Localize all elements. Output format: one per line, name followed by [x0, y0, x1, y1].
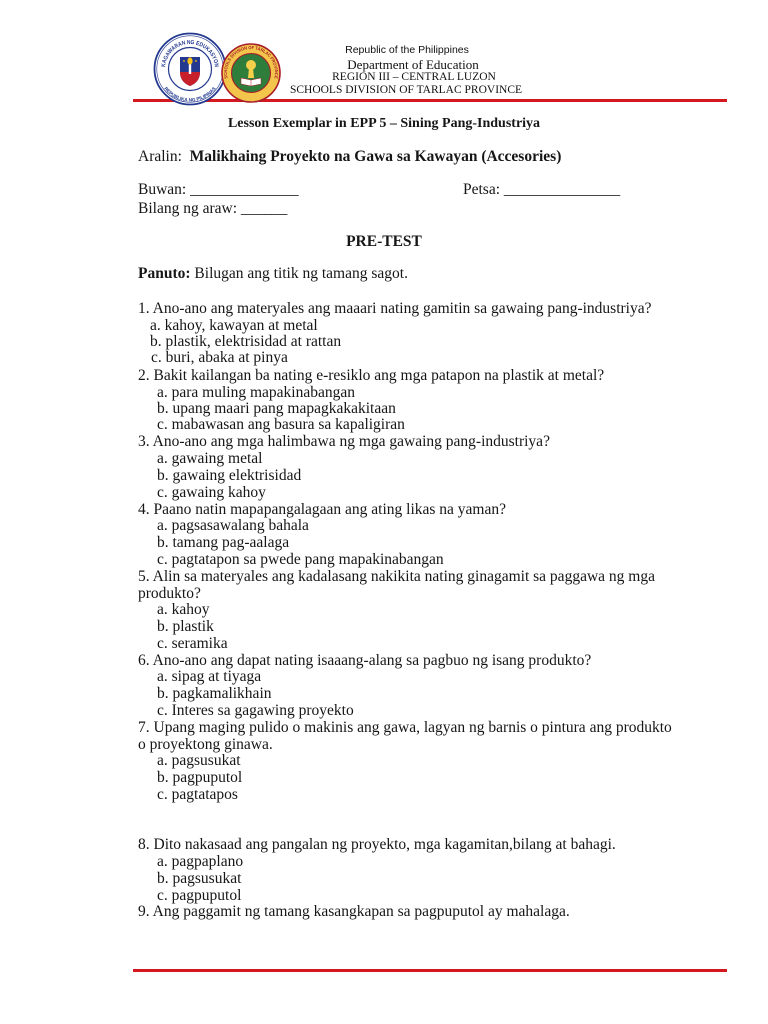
option-text: pagtatapon sa pwede pang mapakinabangan — [171, 551, 444, 568]
question-3 — [138, 433, 550, 450]
option-text: plastik, elektrisidad at rattan — [165, 333, 342, 350]
question-number: 9. — [138, 903, 150, 920]
field-petsa — [463, 181, 620, 198]
question-8-option-c — [157, 887, 241, 904]
option-text: pagsusukat — [171, 752, 241, 769]
question-text: Paano natin mapapangalagaan ang ating likas na yaman? — [153, 501, 506, 518]
field-buwan-label: Buwan: — [138, 181, 187, 198]
option-text: pagsasawalang bahala — [171, 517, 309, 534]
question-4 — [138, 501, 506, 518]
lesson-line — [138, 148, 561, 165]
option-text: upang maari pang mapagkakakitaan — [172, 400, 396, 417]
question-4-option-c — [157, 551, 444, 568]
question-6-option-c — [157, 702, 354, 719]
option-letter: a. — [157, 752, 168, 769]
question-text: Alin sa materyales ang kadalasang nakikita nating ginagamit sa paggawa ng mga — [152, 568, 655, 585]
header-region: REGION III – CENTRAL LUZON — [332, 71, 496, 83]
question-5-option-a — [157, 601, 210, 618]
question-1-option-b — [150, 333, 341, 350]
option-letter: c. — [151, 349, 162, 366]
option-letter: c. — [157, 702, 168, 719]
option-text: pagpuputol — [172, 769, 243, 786]
option-letter: b. — [157, 769, 169, 786]
question-3-option-c — [157, 484, 266, 501]
deped-seal-icon — [155, 34, 226, 105]
option-text: seramika — [171, 635, 228, 652]
lesson-label: Aralin: — [138, 148, 182, 165]
option-text: pagkamalikhain — [172, 685, 272, 702]
field-bilang-blank: ______ — [240, 200, 288, 217]
option-text: pagpaplano — [171, 853, 244, 870]
question-8 — [138, 836, 616, 853]
header-department: Department of Education — [347, 57, 479, 72]
option-text: gawaing elektrisidad — [172, 467, 302, 484]
option-text: pagsusukat — [172, 870, 242, 887]
question-text: Ang paggamit ng tamang kasangkapan sa pagpuputol ay mahalaga. — [152, 903, 570, 920]
question-7-option-c — [157, 786, 238, 803]
option-letter: b. — [157, 618, 169, 635]
question-8-option-a — [157, 853, 243, 870]
option-letter: a. — [157, 384, 168, 401]
option-letter: c. — [157, 887, 168, 904]
division-seal-ring-text: SCHOOLS DIVISION OF TARLAC PROVINCE — [222, 44, 280, 80]
option-letter: b. — [157, 870, 169, 887]
option-text: kahoy — [171, 601, 210, 618]
field-petsa-label: Petsa: — [463, 181, 501, 198]
question-1-option-c — [151, 349, 288, 366]
question-2-option-b — [157, 400, 396, 417]
option-text: gawaing kahoy — [171, 484, 266, 501]
question-9 — [138, 903, 570, 920]
header-republic: Republic of the Philippines — [345, 44, 469, 56]
question-5 — [138, 568, 655, 585]
option-text: pagpuputol — [171, 887, 242, 904]
header-division: SCHOOLS DIVISION OF TARLAC PROVINCE — [289, 84, 523, 96]
option-letter: c. — [157, 416, 168, 433]
deped-seal-bottom-text: REPUBLIKA NG PILIPINAS — [162, 86, 218, 104]
option-letter: a. — [150, 317, 161, 334]
field-buwan — [138, 181, 299, 198]
deped-torch-flame — [187, 57, 192, 64]
option-letter: a. — [157, 668, 168, 685]
option-letter: b. — [150, 333, 162, 350]
question-number: 8. — [138, 836, 150, 853]
question-5-text-continued: produkto? — [138, 585, 201, 602]
question-4-option-a — [157, 517, 309, 534]
section-title: PRE-TEST — [346, 233, 422, 250]
question-7-text-continued: o proyektong ginawa. — [138, 736, 273, 753]
question-2-option-c — [157, 416, 405, 433]
deped-star-left — [183, 60, 185, 62]
question-2 — [138, 367, 604, 384]
question-number: 2. — [138, 367, 150, 384]
instructions-label: Panuto: — [138, 265, 191, 282]
option-letter: b. — [157, 400, 169, 417]
question-1-option-a — [150, 317, 318, 334]
deped-torch-handle — [189, 63, 191, 74]
question-4-option-b — [157, 534, 289, 551]
question-7-option-a — [157, 752, 241, 769]
question-text: Ano-ano ang mga halimbawa ng mga gawaing pang-industriya? — [152, 433, 550, 450]
option-text: para muling mapakinabangan — [171, 384, 355, 401]
question-6-option-a — [157, 668, 261, 685]
option-text: gawaing metal — [171, 450, 263, 467]
question-3-option-b — [157, 467, 301, 484]
option-letter: c. — [157, 786, 168, 803]
question-2-option-a — [157, 384, 355, 401]
instructions — [138, 265, 408, 282]
division-seal-figure — [248, 68, 254, 78]
question-7 — [138, 719, 672, 736]
option-letter: a. — [157, 517, 168, 534]
option-text: plastik — [172, 618, 214, 635]
option-letter: b. — [157, 685, 169, 702]
question-text: Upang maging pulido o makinis ang gawa, lagyan ng barnis o pintura ang produkto — [153, 719, 672, 736]
option-letter: c. — [157, 635, 168, 652]
option-text: sipag at tiyaga — [171, 668, 262, 685]
option-letter: a. — [157, 601, 168, 618]
option-text: mabawasan ang basura sa kapaligiran — [171, 416, 405, 433]
option-text: tamang pag-aalaga — [172, 534, 290, 551]
question-number: 3. — [138, 433, 150, 450]
question-3-option-a — [157, 450, 262, 467]
field-buwan-blank: ______________ — [190, 181, 299, 198]
question-8-option-b — [157, 870, 241, 887]
field-petsa-blank: _______________ — [503, 181, 621, 198]
footer-red-rule — [133, 969, 727, 972]
question-text: Ano-ano ang materyales ang maaari nating gamitin sa gawaing pang-industriya? — [152, 300, 652, 317]
question-5-option-c — [157, 635, 228, 652]
question-text: Dito nakasaad ang pangalan ng proyekto, mga kagamitan,bilang at bahagi. — [153, 836, 616, 853]
question-number: 1. — [138, 300, 150, 317]
deped-star-right — [195, 60, 197, 62]
option-text: Interes sa gagawing proyekto — [171, 702, 354, 719]
option-text: buri, abaka at pinya — [165, 349, 288, 366]
option-letter: b. — [157, 467, 169, 484]
option-text: pagtatapos — [171, 786, 238, 803]
question-6 — [138, 652, 591, 669]
question-number: 5. — [138, 568, 150, 585]
option-letter: a. — [157, 450, 168, 467]
question-number: 7. — [138, 719, 150, 736]
question-7-option-b — [157, 769, 242, 786]
option-letter: c. — [157, 551, 168, 568]
document-title: Lesson Exemplar in EPP 5 – Sining Pang-Industriya — [227, 116, 541, 131]
option-letter: c. — [157, 484, 168, 501]
field-bilang — [138, 200, 287, 217]
question-1 — [138, 300, 652, 317]
lesson-title: Malikhaing Proyekto na Gawa sa Kawayan (Accesories) — [189, 148, 562, 165]
question-number: 4. — [138, 501, 150, 518]
deped-seal-top-text: KAGAWARAN NG EDUKASYON — [161, 39, 220, 69]
field-bilang-label: Bilang ng araw: — [138, 200, 238, 217]
option-letter: a. — [157, 853, 168, 870]
option-text: kahoy, kawayan at metal — [164, 317, 318, 334]
question-text: Bakit kailangan ba nating e-resiklo ang mga patapon na plastik at metal? — [153, 367, 605, 384]
question-6-option-b — [157, 685, 272, 702]
question-number: 6. — [138, 652, 150, 669]
question-5-option-b — [157, 618, 214, 635]
instructions-text: Bilugan ang titik ng tamang sagot. — [194, 265, 408, 282]
option-letter: b. — [157, 534, 169, 551]
question-text: Ano-ano ang dapat nating isaaang-alang sa pagbuo ng isang produkto? — [152, 652, 592, 669]
